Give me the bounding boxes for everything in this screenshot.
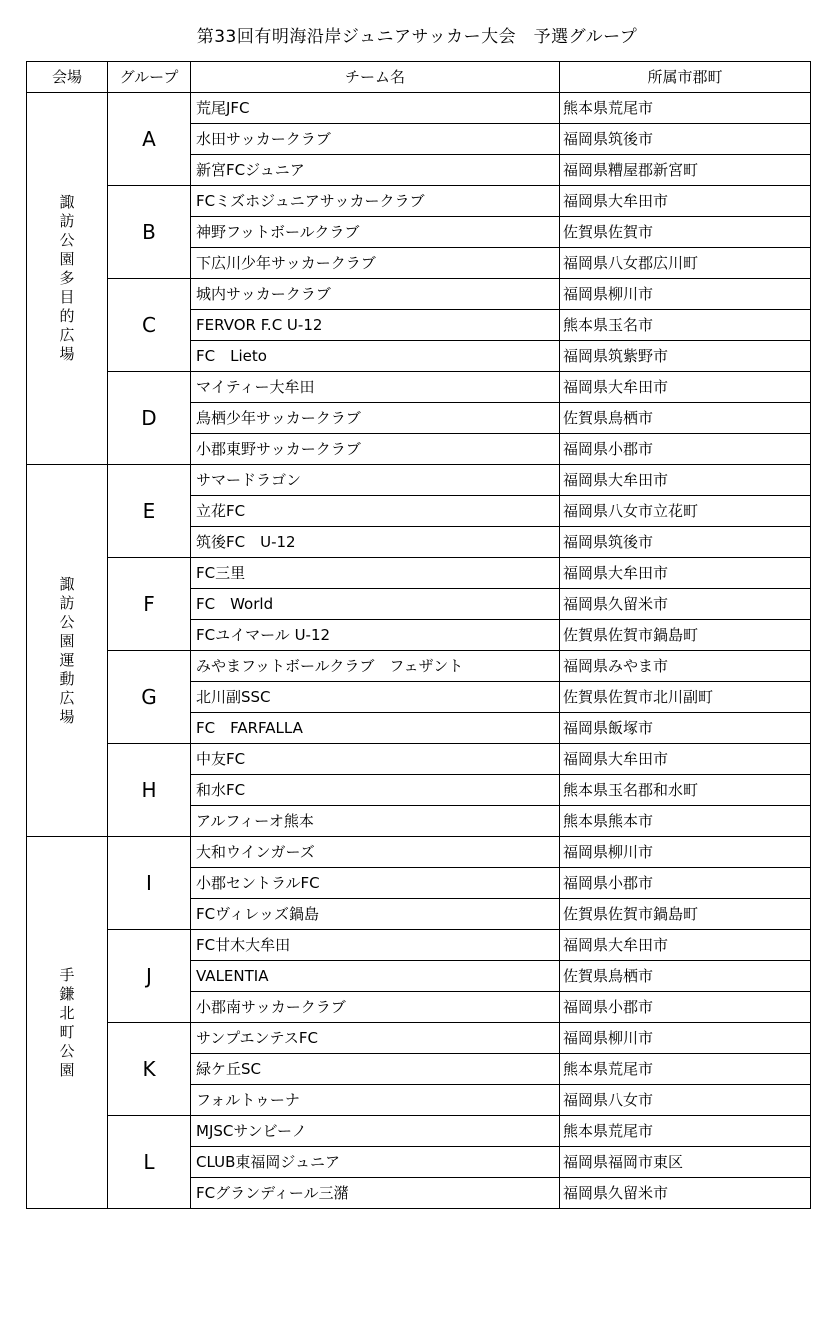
location-cell: 佐賀県鳥栖市 [560,961,811,992]
location-cell: 佐賀県佐賀市鍋島町 [560,899,811,930]
table-row [27,186,811,217]
team-name-cell: FC FARFALLA [191,713,560,744]
team-name-cell: VALENTIA [191,961,560,992]
header-row [27,62,811,93]
table-row [27,744,811,775]
venue-cell: 諏 訪 公 園 多 目 的 広 場 [27,93,108,465]
location-cell: 熊本県玉名郡和水町 [560,775,811,806]
location-cell: 福岡県八女郡広川町 [560,248,811,279]
location-cell: 福岡県八女市立花町 [560,496,811,527]
location-cell: 福岡県小郡市 [560,868,811,899]
table-row [27,558,811,589]
table-row [27,651,811,682]
team-name-cell: みやまフットボールクラブ フェザント [191,651,560,682]
location-cell: 福岡県小郡市 [560,992,811,1023]
team-name-cell: 中友FC [191,744,560,775]
location-cell: 熊本県荒尾市 [560,1054,811,1085]
table-row [27,1023,811,1054]
team-name-cell: FC Lieto [191,341,560,372]
location-cell: 福岡県糟屋郡新宮町 [560,155,811,186]
team-name-cell: フォルトゥーナ [191,1085,560,1116]
location-cell: 福岡県大牟田市 [560,186,811,217]
table-row [27,372,811,403]
location-cell: 福岡県みやま市 [560,651,811,682]
team-name-cell: FERVOR F.C U-12 [191,310,560,341]
location-cell: 熊本県熊本市 [560,806,811,837]
location-cell: 福岡県福岡市東区 [560,1147,811,1178]
team-name-cell: CLUB東福岡ジュニア [191,1147,560,1178]
location-cell: 福岡県筑後市 [560,527,811,558]
header-team: チーム名 [191,62,560,93]
group-cell: D [108,372,191,465]
team-name-cell: MJSCサンビーノ [191,1116,560,1147]
location-cell: 福岡県大牟田市 [560,930,811,961]
team-name-cell: 小郡南サッカークラブ [191,992,560,1023]
table-row [27,93,811,124]
location-cell: 福岡県大牟田市 [560,465,811,496]
team-name-cell: FCミズホジュニアサッカークラブ [191,186,560,217]
team-name-cell: サマードラゴン [191,465,560,496]
team-name-cell: アルフィーオ熊本 [191,806,560,837]
location-cell: 佐賀県鳥栖市 [560,403,811,434]
table-body [27,93,811,1209]
venue-cell: 手 鎌 北 町 公 園 [27,837,108,1209]
location-cell: 福岡県柳川市 [560,1023,811,1054]
group-cell: H [108,744,191,837]
table-row [27,837,811,868]
team-name-cell: 荒尾JFC [191,93,560,124]
location-cell: 福岡県筑後市 [560,124,811,155]
header-group: グループ [108,62,191,93]
group-table [26,61,811,1209]
table-row [27,465,811,496]
group-cell: K [108,1023,191,1116]
table-row [27,930,811,961]
team-name-cell: 和水FC [191,775,560,806]
group-cell: E [108,465,191,558]
team-name-cell: マイティー大牟田 [191,372,560,403]
location-cell: 福岡県大牟田市 [560,744,811,775]
location-cell: 佐賀県佐賀市 [560,217,811,248]
location-cell: 福岡県飯塚市 [560,713,811,744]
team-name-cell: FC甘木大牟田 [191,930,560,961]
group-cell: F [108,558,191,651]
table-row [27,279,811,310]
location-cell: 佐賀県佐賀市北川副町 [560,682,811,713]
team-name-cell: 神野フットボールクラブ [191,217,560,248]
group-cell: J [108,930,191,1023]
team-name-cell: FC World [191,589,560,620]
page-title: 第33回有明海沿岸ジュニアサッカー大会 予選グループ [196,27,638,47]
team-name-cell: 筑後FC U-12 [191,527,560,558]
team-name-cell: 北川副SSC [191,682,560,713]
team-name-cell: FCユイマール U-12 [191,620,560,651]
location-cell: 福岡県小郡市 [560,434,811,465]
team-name-cell: FCヴィレッズ鍋島 [191,899,560,930]
team-name-cell: サンプエンテスFC [191,1023,560,1054]
team-name-cell: FC三里 [191,558,560,589]
team-name-cell: 立花FC [191,496,560,527]
location-cell: 福岡県大牟田市 [560,372,811,403]
header-location: 所属市郡町 [560,62,811,93]
location-cell: 熊本県荒尾市 [560,1116,811,1147]
header-venue: 会場 [27,62,108,93]
venue-cell: 諏 訪 公 園 運 動 広 場 [27,465,108,837]
team-name-cell: 水田サッカークラブ [191,124,560,155]
location-cell: 熊本県玉名市 [560,310,811,341]
group-cell: I [108,837,191,930]
location-cell: 福岡県久留米市 [560,589,811,620]
location-cell: 佐賀県佐賀市鍋島町 [560,620,811,651]
location-cell: 福岡県筑紫野市 [560,341,811,372]
group-cell: C [108,279,191,372]
team-name-cell: 小郡東野サッカークラブ [191,434,560,465]
table-row [27,1116,811,1147]
team-name-cell: 下広川少年サッカークラブ [191,248,560,279]
team-name-cell: FCグランディール三潴 [191,1178,560,1209]
location-cell: 福岡県大牟田市 [560,558,811,589]
location-cell: 福岡県柳川市 [560,837,811,868]
team-name-cell: 新宮FCジュニア [191,155,560,186]
group-cell: L [108,1116,191,1209]
location-cell: 福岡県八女市 [560,1085,811,1116]
group-cell: B [108,186,191,279]
team-name-cell: 城内サッカークラブ [191,279,560,310]
team-name-cell: 緑ケ丘SC [191,1054,560,1085]
group-cell: A [108,93,191,186]
location-cell: 福岡県柳川市 [560,279,811,310]
location-cell: 熊本県荒尾市 [560,93,811,124]
team-name-cell: 小郡セントラルFC [191,868,560,899]
team-name-cell: 大和ウインガーズ [191,837,560,868]
team-name-cell: 鳥栖少年サッカークラブ [191,403,560,434]
group-cell: G [108,651,191,744]
location-cell: 福岡県久留米市 [560,1178,811,1209]
